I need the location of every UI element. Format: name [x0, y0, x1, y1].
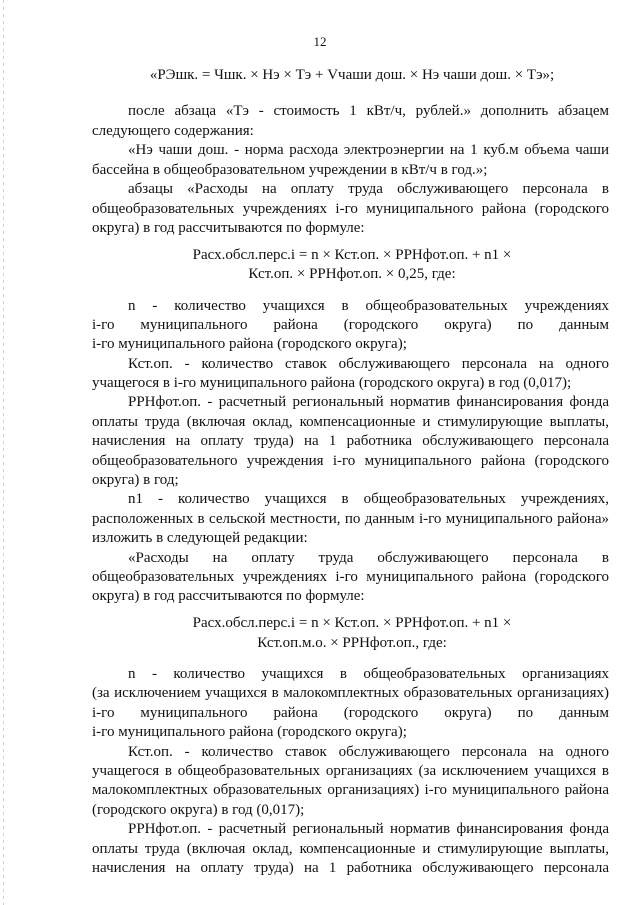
paragraph-line: бассейна в общеобразовательном учреждении в кВт/ч в год.»;: [92, 162, 488, 178]
paragraph-line: оплаты труда (включая оклад, компенсационные и стимулирующие выплаты,: [92, 841, 609, 857]
paragraph-line: Кст.оп. - количество ставок обслуживающего персонала на одного: [128, 356, 609, 372]
paragraph-line: РРНфот.оп. - расчетный региональный норматив финансирования фонда: [128, 821, 609, 837]
paragraph-line: следующего содержания:: [92, 123, 254, 139]
paragraph-line: n - количество учащихся в общеобразовательных организациях: [128, 666, 609, 682]
paragraph-line: учащегося в общеобразовательных организациях (за исключением учащихся в: [92, 763, 609, 779]
paragraph-line: учащегося в i-го муниципального района (городского округа) в год (0,017);: [92, 375, 572, 391]
paragraph-line: малокомплектных образовательных организациях) i-го муниципального района: [92, 782, 609, 798]
paragraph-line: i-го муниципального района (городского округа);: [92, 724, 407, 740]
page-number: 12: [313, 34, 327, 49]
formula-line: «РЭшк. = Чшк. × Нэ × Тэ + Vчаши дош. × Нэ чаши дош. × Тэ»;: [149, 67, 555, 83]
paragraph-line: округа) в год рассчитываются по формуле:: [92, 588, 365, 604]
paragraph-line: начисления на оплату труда) на 1 работника обслуживающего персонала: [92, 860, 609, 876]
paragraph-line: округа) в год;: [92, 472, 179, 488]
paragraph-line: РРНфот.оп. - расчетный региональный норматив финансирования фонда: [128, 394, 609, 410]
paragraph-line: абзацы «Расходы на оплату труда обслуживающего персонала в: [128, 181, 609, 197]
formula-line: Расх.обсл.перс.i = n × Кст.оп. × РРНфот.оп. + n1 ×: [192, 615, 512, 631]
paragraph-line: округа) в год рассчитываются по формуле:: [92, 220, 365, 236]
paragraph-line: n1 - количество учащихся в общеобразовательных учреждениях,: [128, 491, 609, 507]
paragraph-line: начисления на оплату труда) на 1 работника обслуживающего персонала: [92, 433, 609, 449]
paragraph-line: общеобразовательных учреждениях i-го муниципального района (городского: [92, 201, 609, 217]
paragraph-line: n - количество учащихся в общеобразовательных учреждениях: [128, 298, 609, 314]
paragraph-line: оплаты труда (включая оклад, компенсационные и стимулирующие выплаты,: [92, 414, 609, 430]
paragraph-line: Кст.оп. - количество ставок обслуживающего персонала на одного: [128, 744, 609, 760]
scan-edge: [3, 0, 4, 905]
paragraph-line: изложить в следующей редакции:: [92, 530, 308, 546]
formula-line: Кст.оп.м.о. × РРНфот.оп., где:: [257, 635, 447, 651]
paragraph-line: «Расходы на оплату труда обслуживающего персонала в: [128, 550, 609, 566]
paragraph-line: i-го муниципального района (городского округа) по данным: [92, 705, 609, 721]
paragraph-line: «Нэ чаши дош. - норма расхода электроэнергии на 1 куб.м объема чаши: [128, 142, 609, 158]
paragraph-line: (городского округа) в год (0,017);: [92, 802, 305, 818]
paragraph-line: i-го муниципального района (городского округа) по данным: [92, 317, 609, 333]
paragraph-line: расположенных в сельской местности, по данным i-го муниципального района»: [92, 511, 609, 527]
formula-line: Расх.обсл.перс.i = n × Кст.оп. × РРНфот.оп. + n1 ×: [192, 247, 512, 263]
paragraph-line: после абзаца «Тэ - стоимость 1 кВт/ч, рублей.» дополнить абзацем: [128, 103, 609, 119]
paragraph-line: (за исключением учащихся в малокомплектных образовательных организациях): [92, 685, 609, 701]
paragraph-line: общеобразовательных учреждениях i-го муниципального района (городского: [92, 569, 609, 585]
formula-line: Кст.оп. × РРНфот.оп. × 0,25, где:: [248, 266, 456, 282]
paragraph-line: общеобразовательного учреждения i-го муниципального района (городского: [92, 453, 609, 469]
paragraph-line: i-го муниципального района (городского округа);: [92, 336, 407, 352]
